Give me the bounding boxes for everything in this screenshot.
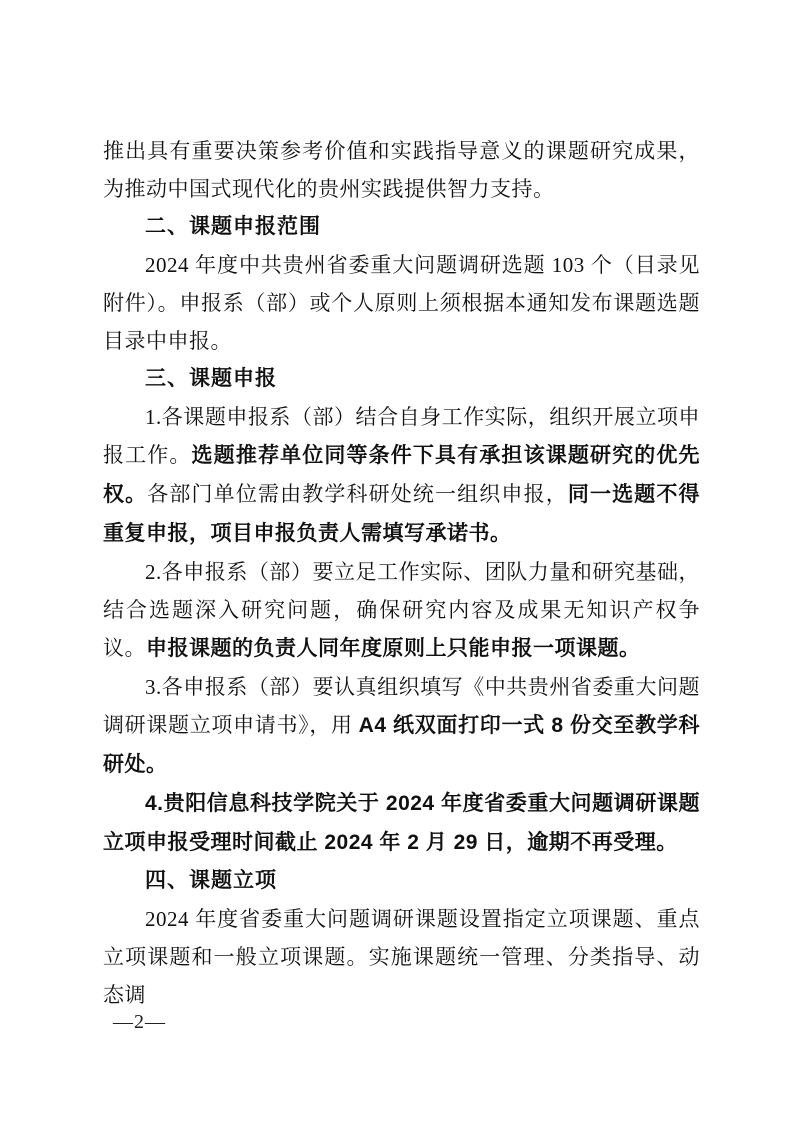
heading-section-4 [103,862,700,900]
text-run-bold: 选题推荐单位同等条件下具有承担该课题研究的优先权。 [103,444,701,506]
heading-text: 四、课题立项 [145,869,277,892]
heading-text: 二、课题申报范围 [145,215,321,238]
paragraph-apply-item-2 [103,553,700,668]
paragraph-intro-continuation [103,132,700,208]
heading-section-2 [103,208,700,246]
paragraph-apply-item-4 [103,784,700,862]
text-run-bold: A4 纸双面打印一式 8 份交至教学科研处。 [103,714,700,776]
text-run-bold: 同一选题不得重复申报，项目申报负责人需填写承诺书。 [103,483,701,545]
document-body [103,132,700,1014]
text-run: 2.各申报系（部）要立足工作实际、团队力量和研究基础，结合选题深入研究问题，确保研究内容及成果无知识产权争议。 [103,560,700,660]
paragraph-scope [103,246,700,360]
heading-section-3 [103,360,700,398]
heading-text: 三、课题申报 [145,367,277,390]
text-run: 推出具有重要决策参考价值和实践指导意义的课题研究成果，为推动中国式现代化的贵州实践提供智力支持。 [103,139,700,201]
page-number: —2— [113,1011,166,1033]
text-run-bold: 4.贵阳信息科技学院关于 2024 年度省委重大问题调研课题立项申报受理时间截止 2024 年 2 月 29 日，逾期不再受理。 [103,792,700,854]
text-run: 3.各申报系（部）要认真组织填写《中共贵州省委重大问题调研课题立项申请书》，用 [103,675,700,737]
text-run: 2024 年度省委重大问题调研课题设置指定立项课题、重点立项课题和一般立项课题。实施课题统一管理、分类指导、动态调 [103,907,700,1007]
paragraph-apply-item-1 [103,398,700,553]
paragraph-apply-item-3 [103,668,700,784]
text-run: 1.各课题申报系（部）结合自身工作实际，组织开展立项申报工作。 [103,405,700,467]
paragraph-project-setup [103,900,700,1014]
text-run-bold: 申报课题的负责人同年度原则上只能申报一项课题。 [146,637,641,660]
text-run: 2024 年度中共贵州省委重大问题调研选题 103 个（目录见附件）。申报系（部）或个人原则上须根据本通知发布课题选题目录中申报。 [103,253,700,353]
text-run: 各部门单位需由教学科研处统一组织申报， [147,482,568,506]
